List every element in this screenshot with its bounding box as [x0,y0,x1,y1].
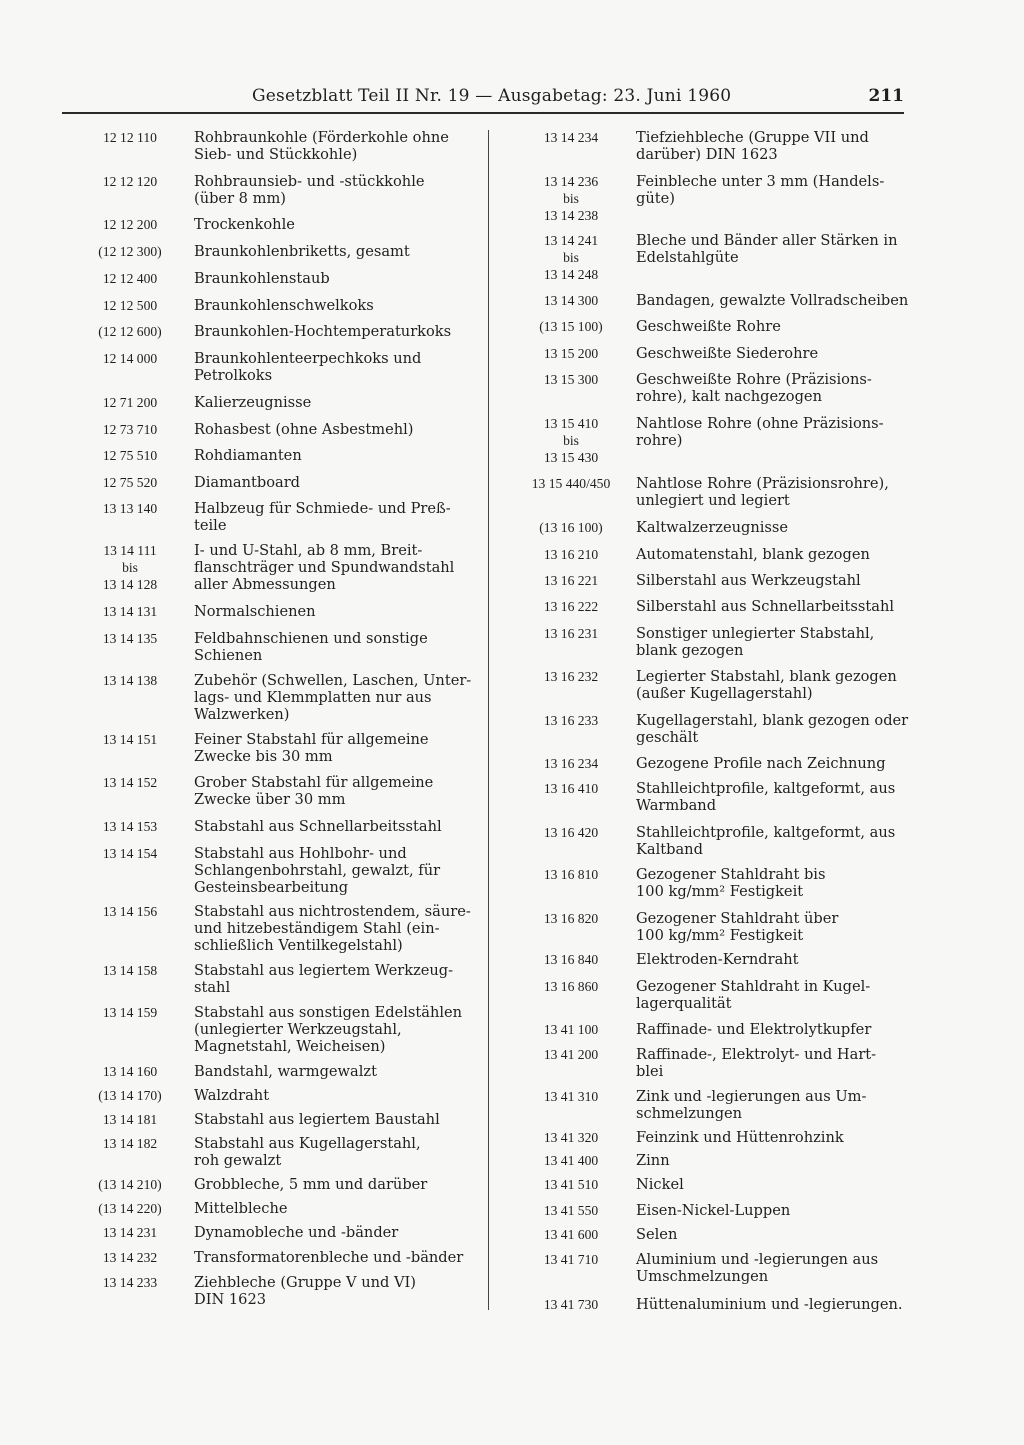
entry-code: (12 12 300) [98,244,162,259]
entry-description: Gezogener Stahldraht bis 100 kg/mm² Festigkeit [636,866,826,900]
entry-code: 13 14 156 [102,904,158,919]
list-item [66,243,482,260]
entry-description: Feldbahnschienen und sonstige Schienen [194,630,428,664]
entry-code: 13 16 860 [543,979,599,994]
list-item [66,818,482,835]
entry-code: 13 15 300 [543,372,599,387]
entry-description: Kaltwalzerzeugnisse [636,519,789,536]
list-item [506,292,920,309]
entry-description: Aluminium und -legierungen aus Umschmelzungen [636,1251,879,1285]
entry-code: 13 16 810 [543,867,599,882]
entry-code: 13 41 510 [543,1177,599,1192]
list-item [66,903,482,954]
entry-code: 13 41 310 [543,1089,599,1104]
list-item [506,598,920,615]
entry-code: 12 73 710 [102,422,158,437]
entry-code: 13 14 152 [102,775,158,790]
list-item [66,173,482,207]
entry-description: Raffinade-, Elektrolyt- und Hart- blei [636,1046,877,1080]
entry-description: Selen [636,1226,678,1243]
list-item [506,1046,920,1080]
entry-code: 13 41 710 [543,1252,599,1267]
entry-code: 13 13 140 [102,501,158,516]
entry-code: 13 16 222 [543,599,599,614]
entry-description: Feinbleche unter 3 mm (Handels- güte) [636,173,885,207]
list-item [66,1004,482,1055]
list-item [506,1088,920,1122]
list-item [66,421,482,438]
entry-code: 13 15 440/450 [531,476,611,491]
entry-code: 13 14 160 [102,1064,158,1079]
entry-description: Stabstahl aus sonstigen Edelstählen (unlegierter Werkzeugstahl, Magnetstahl, Weicheisen) [194,1004,463,1055]
entry-description: Gezogene Profile nach Zeichnung [636,755,886,772]
entry-description: Zinn [636,1152,670,1169]
entry-code: 13 16 231 [543,626,599,641]
entry-code: 13 16 233 [543,713,599,728]
entry-code: 13 16 410 [543,781,599,796]
entry-code: 13 14 241 bis 13 14 248 [543,233,599,282]
entry-code: 13 14 232 [102,1250,158,1265]
entry-code: 13 16 232 [543,669,599,684]
entry-description: Braunkohlen-Hochtemperaturkoks [194,323,452,340]
entry-code: (13 14 170) [98,1088,162,1103]
entry-code: 12 12 400 [102,271,158,286]
entry-code: 13 16 420 [543,825,599,840]
entry-code: 13 41 730 [543,1297,599,1312]
entry-code: 13 14 158 [102,963,158,978]
entry-code: 13 14 131 [102,604,158,619]
entry-code: 13 15 200 [543,346,599,361]
entry-description: Eisen-Nickel-Luppen [636,1202,791,1219]
list-item [66,500,482,534]
entry-description: Bandagen, gewalzte Vollradscheiben [636,292,909,309]
list-item [66,1224,482,1241]
entry-description: Gezogener Stahldraht in Kugel- lagerqualität [636,978,871,1012]
entry-description: Zink und -legierungen aus Um- schmelzungen [636,1088,867,1122]
entry-description: Mittelbleche [194,1200,288,1217]
list-item [506,1129,920,1146]
list-item [506,1152,920,1169]
entry-description: Normalschienen [194,603,316,620]
list-item [66,1176,482,1193]
entry-code: 13 14 111 bis 13 14 128 [102,543,158,592]
entry-description: Geschweißte Siederohre [636,345,819,362]
list-item [506,1202,920,1219]
entry-code: (13 15 100) [539,319,603,334]
entry-code: 13 14 135 [102,631,158,646]
entry-description: Elektroden-Kerndraht [636,951,799,968]
entry-code: 12 14 000 [102,351,158,366]
list-item [66,630,482,664]
list-item [66,350,482,384]
entry-code: 13 14 159 [102,1005,158,1020]
entry-code: 13 14 151 [102,732,158,747]
entry-description: Braunkohlenbriketts, gesamt [194,243,410,260]
list-item [506,668,920,702]
entry-description: Sonstiger unlegierter Stabstahl, blank gezogen [636,625,875,659]
list-item [66,845,482,896]
entry-code: 13 41 200 [543,1047,599,1062]
list-item [66,1063,482,1080]
entry-code: (13 14 210) [98,1177,162,1192]
entry-description: Dynamobleche und -bänder [194,1224,399,1241]
entry-description: I- und U-Stahl, ab 8 mm, Breit- flanschträger und Spundwandstahl aller Abmessungen [194,542,455,593]
list-item [506,978,920,1012]
entry-description: Diamantboard [194,474,301,491]
entry-code: 12 12 200 [102,217,158,232]
entry-description: Walzdraht [194,1087,270,1104]
entry-description: Feiner Stabstahl für allgemeine Zwecke bis 30 mm [194,731,429,765]
list-item [506,371,920,405]
entry-description: Geschweißte Rohre (Präzisions- rohre), kalt nachgezogen [636,371,872,405]
entry-code: 13 41 600 [543,1227,599,1242]
entry-code: 13 15 410 bis 13 15 430 [543,416,599,465]
entry-code: 13 41 550 [543,1203,599,1218]
entry-code: 12 12 120 [102,174,158,189]
entry-description: Braunkohlenschwelkoks [194,297,374,314]
list-item [506,712,920,746]
entry-description: Bleche und Bänder aller Stärken in Edelstahlgüte [636,232,898,266]
entry-description: Braunkohlenstaub [194,270,330,287]
entry-description: Legierter Stabstahl, blank gezogen (außer Kugellagerstahl) [636,668,897,702]
list-item [66,1274,482,1308]
entry-description: Transformatorenbleche und -bänder [194,1249,464,1266]
entry-code: 13 14 233 [102,1275,158,1290]
entry-description: Stabstahl aus Kugellagerstahl, roh gewalzt [194,1135,421,1169]
entry-description: Rohbraunkohle (Förderkohle ohne Sieb- und Stückkohle) [194,129,449,163]
list-item [66,474,482,491]
list-item [506,129,920,163]
entry-code: 13 14 234 [543,130,599,145]
entry-description: Trockenkohle [194,216,295,233]
entry-code: 12 75 510 [102,448,158,463]
list-item [506,755,920,772]
list-item [506,951,920,968]
list-item [66,297,482,314]
entry-description: Rohdiamanten [194,447,302,464]
entry-description: Feinzink und Hüttenrohzink [636,1129,844,1146]
list-item [506,546,920,563]
entry-code: 12 75 520 [102,475,158,490]
entry-description: Rohasbest (ohne Asbestmehl) [194,421,414,438]
entry-code: 13 14 154 [102,846,158,861]
list-item [66,1111,482,1128]
entry-description: Gezogener Stahldraht über 100 kg/mm² Festigkeit [636,910,839,944]
list-item [506,519,920,536]
entry-description: Geschweißte Rohre [636,318,781,335]
list-item [506,475,920,509]
entry-code: 13 14 153 [102,819,158,834]
list-item [506,866,920,900]
entry-code: 13 16 234 [543,756,599,771]
entry-code: (13 16 100) [539,520,603,535]
entry-code: 13 14 182 [102,1136,158,1151]
entry-description: Stabstahl aus Hohlbohr- und Schlangenbohrstahl, gewalzt, für Gesteinsbearbeitung [194,845,441,896]
list-item [66,962,482,996]
list-item [506,1021,920,1038]
entry-code: 12 71 200 [102,395,158,410]
page-header [62,84,904,112]
list-item [506,232,920,283]
list-item [66,323,482,340]
list-item [66,1087,482,1104]
entry-code: 13 41 100 [543,1022,599,1037]
list-item [506,173,920,224]
entry-description: Nahtlose Rohre (Präzisionsrohre), unlegiert und legiert [636,475,889,509]
list-item [506,1226,920,1243]
entry-code: 12 12 500 [102,298,158,313]
list-item [506,415,920,466]
entry-description: Grober Stabstahl für allgemeine Zwecke über 30 mm [194,774,434,808]
list-item [506,625,920,659]
list-item [506,824,920,858]
entry-description: Bandstahl, warmgewalzt [194,1063,377,1080]
list-item [66,731,482,765]
entry-code: 13 14 181 [102,1112,158,1127]
list-item [66,1200,482,1217]
entry-description: Automatenstahl, blank gezogen [636,546,870,563]
entry-description: Silberstahl aus Schnellarbeitsstahl [636,598,895,615]
list-item [506,318,920,335]
list-item [506,910,920,944]
entry-description: Kalierzeugnisse [194,394,312,411]
column-divider [488,130,489,1310]
entry-description: Raffinade- und Elektrolytkupfer [636,1021,872,1038]
entry-description: Stahlleichtprofile, kaltgeformt, aus Warmband [636,780,896,814]
entry-code: 12 12 110 [103,130,157,145]
list-item [506,780,920,814]
entry-code: 13 16 210 [543,547,599,562]
list-item [66,129,482,163]
entry-code: 13 16 840 [543,952,599,967]
entry-description: Stahlleichtprofile, kaltgeformt, aus Kaltband [636,824,896,858]
header-title: Gesetzblatt Teil II Nr. 19 — Ausgabetag: 23. Juni 1960 [252,86,732,106]
list-item [66,216,482,233]
entry-description: Stabstahl aus legiertem Werkzeug- stahl [194,962,454,996]
list-item [66,270,482,287]
entry-description: Stabstahl aus legiertem Baustahl [194,1111,440,1128]
list-item [506,572,920,589]
entry-description: Stabstahl aus nichtrostendem, säure- und hitzebeständigem Stahl (ein- schließlich Ventilkegelstahl) [194,903,471,954]
entry-code: 13 41 400 [543,1153,599,1168]
list-item [66,774,482,808]
list-item [66,542,482,593]
entry-description: Tiefziehbleche (Gruppe VII und darüber) DIN 1623 [636,129,869,163]
entry-description: Kugellagerstahl, blank gezogen oder geschält [636,712,909,746]
entry-description: Hüttenaluminium und -legierungen. [636,1296,903,1313]
entry-description: Nahtlose Rohre (ohne Präzisions- rohre) [636,415,884,449]
entry-description: Rohbraunsieb- und -stückkohle (über 8 mm) [194,173,425,207]
list-item [506,1251,920,1285]
entry-description: Ziehbleche (Gruppe V und VI) DIN 1623 [194,1274,416,1308]
entry-code: (12 12 600) [98,324,162,339]
entry-code: 13 14 236 bis 13 14 238 [543,174,599,223]
entry-code: 13 14 138 [102,673,158,688]
entry-description: Silberstahl aus Werkzeugstahl [636,572,861,589]
entry-code: 13 41 320 [543,1130,599,1145]
entry-description: Zubehör (Schwellen, Laschen, Unter- lags- und Klemmplatten nur aus Walzwerken) [194,672,472,723]
list-item [506,1176,920,1193]
list-item [66,1249,482,1266]
entry-description: Stabstahl aus Schnellarbeitsstahl [194,818,442,835]
entry-description: Braunkohlenteerpechkoks und Petrolkoks [194,350,422,384]
entry-description: Halbzeug für Schmiede- und Preß- teile [194,500,451,534]
entry-code: 13 16 820 [543,911,599,926]
list-item [506,1296,920,1313]
entry-description: Grobbleche, 5 mm und darüber [194,1176,428,1193]
entry-code: 13 14 231 [102,1225,158,1240]
list-item [66,1135,482,1169]
list-item [66,672,482,723]
list-item [66,447,482,464]
entry-code: (13 14 220) [98,1201,162,1216]
entry-code: 13 14 300 [543,293,599,308]
list-item [66,603,482,620]
entry-code: 13 16 221 [543,573,599,588]
header-rule [62,112,904,114]
entry-description: Nickel [636,1176,684,1193]
page-number: 211 [868,86,904,106]
list-item [66,394,482,411]
list-item [506,345,920,362]
